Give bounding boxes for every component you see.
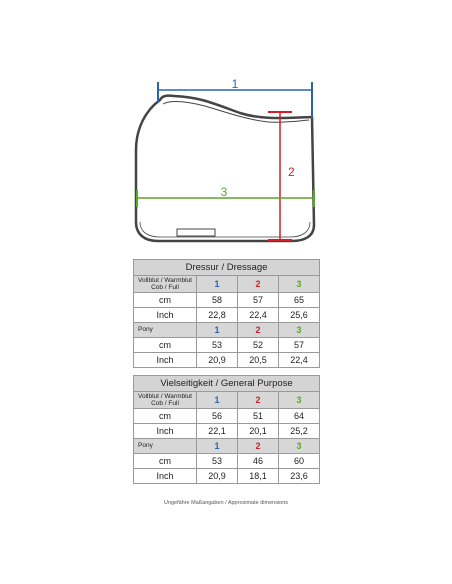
unit-cell: Inch — [134, 353, 197, 368]
size-head-3: 3 — [279, 323, 320, 338]
value-cell: 20,9 — [197, 469, 238, 484]
value-cell: 22,8 — [197, 308, 238, 323]
general-purpose-size-table — [133, 375, 320, 484]
table-row — [134, 293, 320, 308]
dimension-2-label: 2 — [288, 165, 295, 179]
full-size-label: Vollblut / Warmblut Cob / Full — [134, 392, 197, 409]
girth-strap-slot — [177, 229, 215, 236]
full-size-label: Vollblut / Warmblut Cob / Full — [134, 276, 197, 293]
general-purpose-table-title: Vielseitigkeit / General Purpose — [134, 376, 320, 392]
value-cell: 22,4 — [279, 353, 320, 368]
approximate-dimensions-note: Ungefähre Maßangaben / Approximate dimensions — [163, 500, 289, 506]
size-head-1: 1 — [197, 323, 238, 338]
value-cell: 23,6 — [279, 469, 320, 484]
size-head-2: 2 — [238, 439, 279, 454]
value-cell: 46 — [238, 454, 279, 469]
table-row — [134, 424, 320, 439]
size-head-2: 2 — [238, 323, 279, 338]
table-row — [134, 454, 320, 469]
value-cell: 57 — [238, 293, 279, 308]
pony-size-label: Pony — [134, 439, 197, 454]
size-head-3: 3 — [279, 392, 320, 409]
dressage-size-table — [133, 259, 320, 368]
value-cell: 53 — [197, 338, 238, 353]
dimension-3-label: 3 — [220, 185, 228, 199]
table-row — [134, 409, 320, 424]
unit-cell: Inch — [134, 469, 197, 484]
unit-cell: Inch — [134, 308, 197, 323]
dressage-table-title: Dressur / Dressage — [134, 260, 320, 276]
value-cell: 20,9 — [197, 353, 238, 368]
saddle-pad-bottom-trim — [140, 222, 310, 237]
unit-cell: cm — [134, 409, 197, 424]
value-cell: 64 — [279, 409, 320, 424]
size-head-1: 1 — [197, 276, 238, 293]
size-head-1: 1 — [197, 439, 238, 454]
value-cell: 56 — [197, 409, 238, 424]
value-cell: 18,1 — [238, 469, 279, 484]
size-head-3: 3 — [279, 276, 320, 293]
value-cell: 53 — [197, 454, 238, 469]
unit-cell: Inch — [134, 424, 197, 439]
table-row — [134, 469, 320, 484]
dimension-1-label: 1 — [231, 77, 239, 91]
value-cell: 60 — [279, 454, 320, 469]
unit-cell: cm — [134, 293, 197, 308]
unit-cell: cm — [134, 338, 197, 353]
size-head-3: 3 — [279, 439, 320, 454]
size-head-2: 2 — [238, 392, 279, 409]
size-head-2: 2 — [238, 276, 279, 293]
saddle-pad-diagram — [0, 0, 452, 250]
value-cell: 52 — [238, 338, 279, 353]
value-cell: 57 — [279, 338, 320, 353]
table-row — [134, 353, 320, 368]
unit-cell: cm — [134, 454, 197, 469]
value-cell: 22,4 — [238, 308, 279, 323]
value-cell: 20,1 — [238, 424, 279, 439]
table-row — [134, 308, 320, 323]
value-cell: 20,5 — [238, 353, 279, 368]
value-cell: 22,1 — [197, 424, 238, 439]
table-row — [134, 338, 320, 353]
value-cell: 58 — [197, 293, 238, 308]
value-cell: 25,6 — [279, 308, 320, 323]
value-cell: 51 — [238, 409, 279, 424]
size-head-1: 1 — [197, 392, 238, 409]
pony-size-label: Pony — [134, 323, 197, 338]
value-cell: 65 — [279, 293, 320, 308]
value-cell: 25,2 — [279, 424, 320, 439]
